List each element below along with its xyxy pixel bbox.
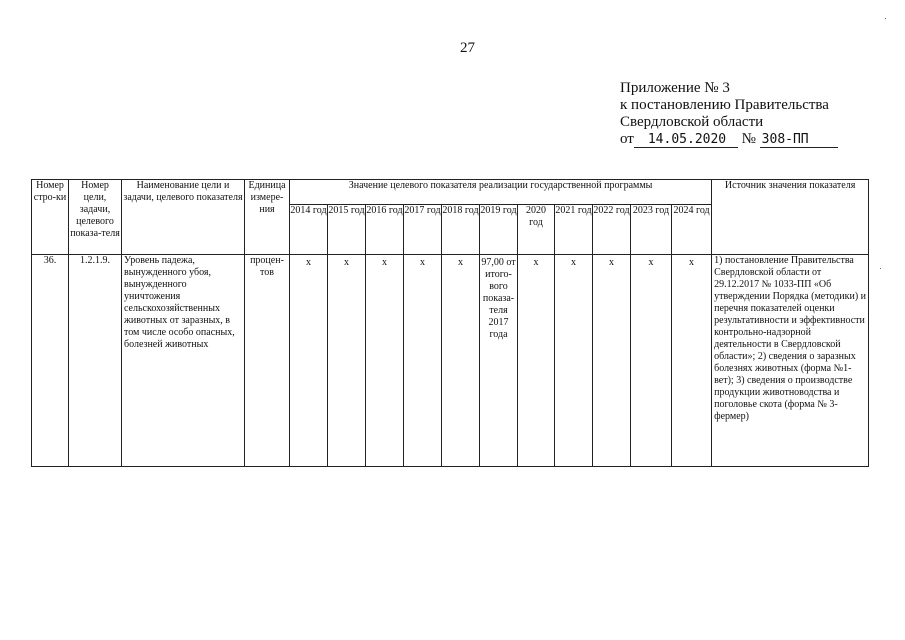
annex-block [620,80,838,148]
header-year: 2019 год [480,205,518,255]
header-value-group: Значение целевого показателя реализации государственной программы [290,180,712,205]
cell-value: х [404,255,442,467]
scan-speck [880,268,881,269]
cell-value: х [672,255,712,467]
cell-value: х [555,255,593,467]
cell-indicator-name: Уровень падежа, вынужденного убоя, вынужденного уничтожения сельскохозяйственных животных от заразных, в том числе особо опасных, болезней животных [122,255,245,467]
annex-title: Приложение № 3 [620,80,730,96]
cell-value: х [442,255,480,467]
header-year: 2024 год [672,205,712,255]
cell-source: 1) постановление Правительства Свердловской области от 29.12.2017 № 1033-ПП «Об утверждении Порядка (методики) и перечня показателей оценки результативности и эффективности контрольно-надзорной деятельности в Свердловской области»; 2) сведения о заразных болезнях животных (форма №1-вет); 3) сведения о производстве продукции животноводства и поголовье скота (форма № 3-фермер) [712,255,869,467]
page-number: 27 [460,40,475,56]
number-label: № [741,131,756,147]
cell-unit: процен-тов [245,255,290,467]
header-source: Источник значения показателя [712,180,869,255]
header-year: 2020 год [518,205,555,255]
header-year: 2022 год [593,205,631,255]
cell-value: х [328,255,366,467]
from-label: от [620,131,634,147]
header-indicator-name: Наименование цели и задачи, целевого показателя [122,180,245,255]
annex-date-line [620,131,838,148]
cell-goal-number: 1.2.1.9. [69,255,122,467]
cell-value: х [366,255,404,467]
annex-date: 14.05.2020 [634,133,738,148]
annex-line-region: Свердловской области [620,114,764,130]
header-year: 2023 год [631,205,672,255]
header-year: 2016 год [366,205,404,255]
annex-number: 308-ПП [760,133,838,148]
scan-speck [885,18,886,19]
header-unit: Единица измере-ния [245,180,290,255]
cell-value: х [593,255,631,467]
header-year: 2018 год [442,205,480,255]
header-goal-number: Номер цели, задачи, целевого показа-теля [69,180,122,255]
cell-value: х [290,255,328,467]
cell-value: х [631,255,672,467]
header-year: 2021 год [555,205,593,255]
header-year: 2017 год [404,205,442,255]
header-row-number: Номер стро-ки [32,180,69,255]
cell-value: 97,00 от итого-вого показа-теля 2017 года [480,255,518,467]
header-year: 2014 год [290,205,328,255]
cell-value: х [518,255,555,467]
cell-row-number: 36. [32,255,69,467]
header-year: 2015 год [328,205,366,255]
table-row [32,255,869,467]
annex-line-resolution: к постановлению Правительства [620,97,829,113]
table-header-row [32,180,869,205]
indicator-table [31,179,869,467]
